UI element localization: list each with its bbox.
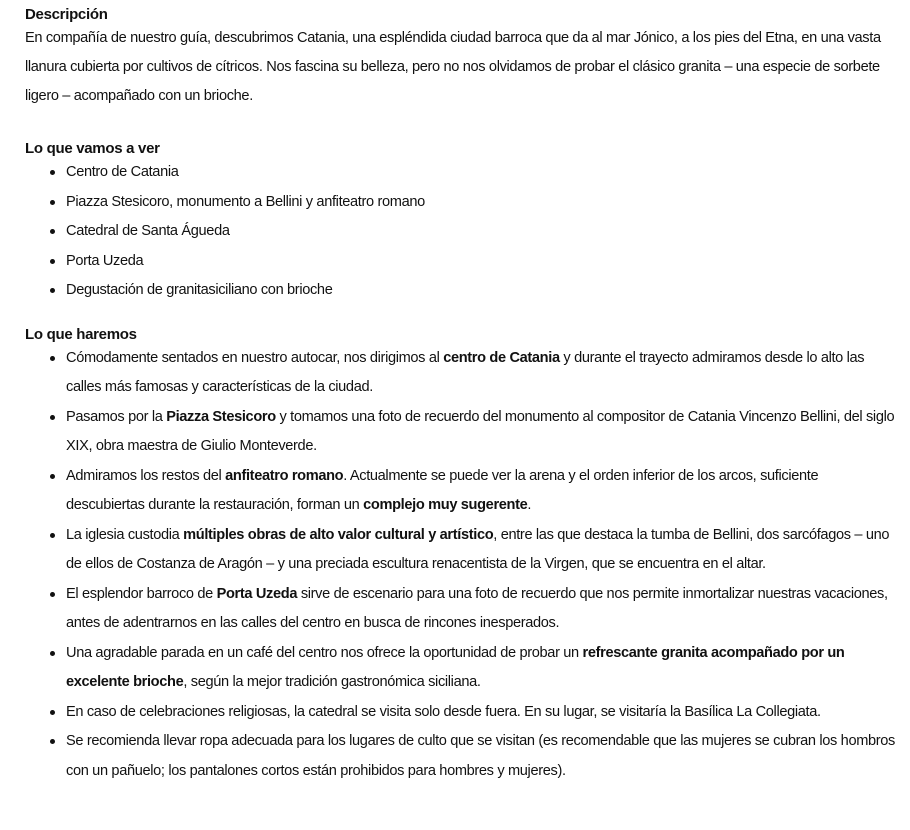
item-text: . <box>527 497 532 513</box>
list-item <box>50 580 896 639</box>
item-text: Se recomienda llevar ropa adecuada para los lugares de culto que se visitan (es recomendable que las mujeres se cubran los hombros con un pañuelo; los pantalones cortos están prohibidos para hombres y mujeres). <box>66 733 896 779</box>
list-item: Centro de Catania <box>50 158 910 188</box>
item-highlight: refrescante granita acompañado por un excelente brioche <box>66 644 845 690</box>
item-highlight: anfiteatro romano <box>225 467 344 484</box>
item-text: Una agradable parada en un café del centro nos ofrece la oportunidad de probar un <box>66 644 583 661</box>
list-item <box>50 727 896 786</box>
lo-que-haremos-heading: Lo que haremos <box>25 325 137 343</box>
descripcion-text: En compañía de nuestro guía, descubrimos Catania, una espléndida ciudad barroca que da al mar Jónico, a los pies del Etna, en una vasta llanura cubierta por cultivos de cítricos. Nos fascina su belleza, pero no nos olvidamos de probar el clásico granita – una especie de sorbete ligero – acompañado con un brioche. <box>25 30 881 104</box>
list-item: Degustación de granitasiciliano con brioche <box>50 276 910 306</box>
descripcion-heading: Descripción <box>25 6 108 23</box>
item-text: Cómodamente sentados en nuestro autocar, nos dirigimos al <box>66 349 444 366</box>
list-item <box>50 344 896 403</box>
item-highlight: Porta Uzeda <box>216 585 298 602</box>
item-text: Pasamos por la <box>66 408 167 425</box>
item-text: El esplendor barroco de <box>66 585 217 602</box>
item-text: sirve de escenario para una foto de recuerdo que nos permite inmortalizar nuestras vacaciones, antes de adentrarnos en las calles del centro en busca de rincones inesperados. <box>66 585 888 631</box>
item-text: . Actualmente se puede ver la arena y el orden inferior de los arcos, suficiente descubiertas durante la restauración, forman un <box>66 467 819 513</box>
lo-que-vamos-a-ver-heading: Lo que vamos a ver <box>25 140 160 157</box>
list-item: Catedral de Santa Águeda <box>50 217 910 247</box>
list-item <box>50 639 896 698</box>
lo-que-haremos-list <box>25 344 910 787</box>
item-text: Admiramos los restos del <box>66 467 226 484</box>
item-text: La iglesia custodia <box>66 526 184 543</box>
item-highlight: Piazza Stesicoro <box>166 408 276 425</box>
item-text: , según la mejor tradición gastronómica siciliana. <box>183 674 481 690</box>
item-highlight: complejo muy sugerente <box>363 497 528 513</box>
item-text: , entre las que destaca la tumba de Bellini, dos sarcófagos – uno de ellos de Costanza de Aragón – y una preciada escultura renacentista de la Virgen, que se encuentra en el altar. <box>66 526 890 572</box>
item-text: En caso de celebraciones religiosas, la catedral se visita solo desde fuera. En su lugar, se visitaría la Basílica La Collegiata. <box>66 703 821 720</box>
list-item <box>50 403 896 462</box>
list-item <box>50 698 896 728</box>
list-item <box>50 462 896 521</box>
item-text: y durante el trayecto admiramos desde lo alto las calles más famosas y características de la ciudad. <box>66 349 865 395</box>
item-text: y tomamos una foto de recuerdo del monumento al compositor de Catania Vincenzo Bellini, del siglo XIX, obra maestra de Giulio Monteverde. <box>66 408 895 454</box>
list-item: Porta Uzeda <box>50 247 910 277</box>
list-item: Piazza Stesicoro, monumento a Bellini y anfiteatro romano <box>50 188 910 218</box>
list-item <box>50 521 896 580</box>
item-highlight: centro de Catania <box>443 349 560 366</box>
item-highlight: múltiples obras de alto valor cultural y artístico <box>183 526 494 543</box>
lo-que-vamos-a-ver-list <box>25 158 910 306</box>
